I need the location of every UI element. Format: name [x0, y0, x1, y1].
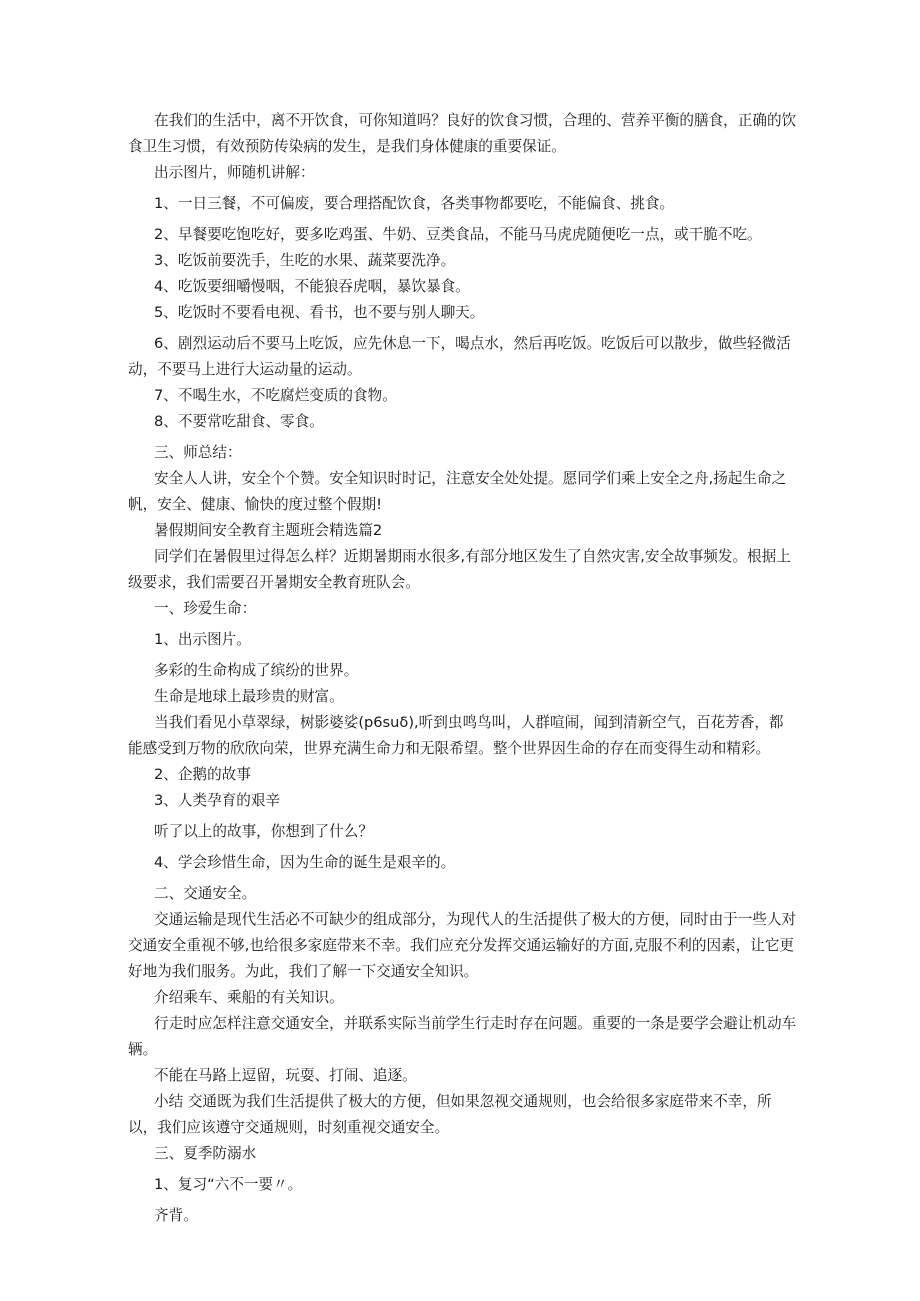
paragraph-traffic-summary: 小结 交通既为我们生活提供了极大的方便，但如果忽视交通规则，也会给很多家庭带来不幸，所以，我们应该遵守交通规则，时刻重视交通安全。 — [128, 1093, 772, 1136]
paragraph-intro: 在我们的生活中，离不开饮食，可你知道吗？良好的饮食习惯，合理的、营养平衡的膳食，正确的饮食卫生习惯，有效预防传染病的发生，是我们身体健康的重要保证。 — [128, 112, 797, 155]
list-item-8: 8、不要常吃甜食、零食。 — [154, 413, 324, 430]
list-item-3: 3、吃饭前要洗手，生吃的水果、蔬菜要洗净。 — [154, 252, 456, 269]
section-heading-summary: 三、师总结： — [154, 444, 242, 461]
paragraph-recite: 齐背。 — [154, 1207, 198, 1224]
paragraph-show-pictures: 出示图片，师随机讲解： — [154, 164, 315, 181]
paragraph-life-description: 当我们看见小草翠绿，树影婆娑(p6suδ),听到虫鸣鸟叫，人群喧闹，闻到清新空气，百花芳香，都能感受到万物的欣欣向荣，世界充满生命力和无限希望。整个世界因生命的存在而变得生动和精彩。 — [128, 714, 784, 757]
list-item-review-rules: 1、复习“六不一要〃。 — [154, 1176, 303, 1193]
list-item-penguin-story: 2、企鹅的故事 — [154, 766, 251, 783]
list-item-cherish-life: 4、学会珍惜生命，因为生命的诞生是艰辛的。 — [154, 854, 456, 871]
paragraph-no-playing-on-road: 不能在马路上逗留，玩耍、打闹、追逐。 — [154, 1067, 417, 1084]
list-item-show-picture: 1、出示图片。 — [154, 631, 251, 648]
paragraph-vehicle-knowledge: 介绍乘车、乘船的有关知识。 — [154, 989, 344, 1006]
list-item-2: 2、早餐要吃饱吃好，要多吃鸡蛋、牛奶、豆类食品，不能马马虎虎随便吃一点，或干脆不吃。 — [154, 226, 762, 243]
paragraph-walking-safety: 行走时应怎样注意交通安全，并联系实际当前学生行走时存在问题。重要的一条是要学会避让机动车辆。 — [128, 1015, 797, 1058]
paragraph-colorful-life: 多彩的生命构成了缤纷的世界。 — [154, 662, 359, 679]
list-item-5: 5、吃饭时不要看电视、看书，也不要与别人聊天。 — [154, 304, 485, 321]
section-heading-traffic-safety: 二、交通安全。 — [154, 885, 257, 902]
paragraph-question: 听了以上的故事，你想到了什么？ — [154, 823, 373, 840]
section-heading-cherish-life: 一、珍爱生命： — [154, 600, 257, 617]
paragraph-precious-life: 生命是地球上最珍贵的财富。 — [154, 688, 344, 705]
document-body — [128, 108, 798, 1229]
list-item-6: 6、剧烈运动后不要马上吃饭，应先休息一下，喝点水，然后再吃饭。吃饭后可以散步，做些轻微活动，不要马上进行大运动量的运动。 — [128, 335, 791, 378]
list-item-7: 7、不喝生水，不吃腐烂变质的食物。 — [154, 387, 397, 404]
list-item-4: 4、吃饭要细嚼慢咽，不能狼吞虎咽，暴饮暴食。 — [154, 278, 470, 295]
paragraph-part-2-intro: 同学们在暑假里过得怎么样？近期暑期雨水很多,有部分地区发生了自然灾害,安全故事频发。根据上级要求，我们需要召开暑期安全教育班队会。 — [128, 548, 791, 591]
section-heading-drowning-prevention: 三、夏季防溺水 — [154, 1145, 257, 1162]
paragraph-summary: 安全人人讲，安全个个赞。安全知识时时记，注意安全处处提。愿同学们乘上安全之舟,扬起生命之帆，安全、健康、愉快的度过整个假期! — [128, 470, 787, 513]
list-item-human-pregnancy: 3、人类孕育的艰辛 — [154, 792, 281, 809]
paragraph-traffic-intro: 交通运输是现代生活必不可缺少的组成部分，为现代人的生活提供了极大的方便，同时由于一些人对交通安全重视不够,也给很多家庭带来不幸。我们应充分发挥交通运输好的方面,克服不利的因素，让它更好地为我们服务。为此，我们了解一下交通安全知识。 — [128, 911, 797, 980]
article-title-part-2: 暑假期间安全教育主题班会精选篇2 — [154, 522, 383, 539]
list-item-1: 1、一日三餐，不可偏废，要合理搭配饮食，各类事物都要吃，不能偏食、挑食。 — [154, 195, 675, 212]
